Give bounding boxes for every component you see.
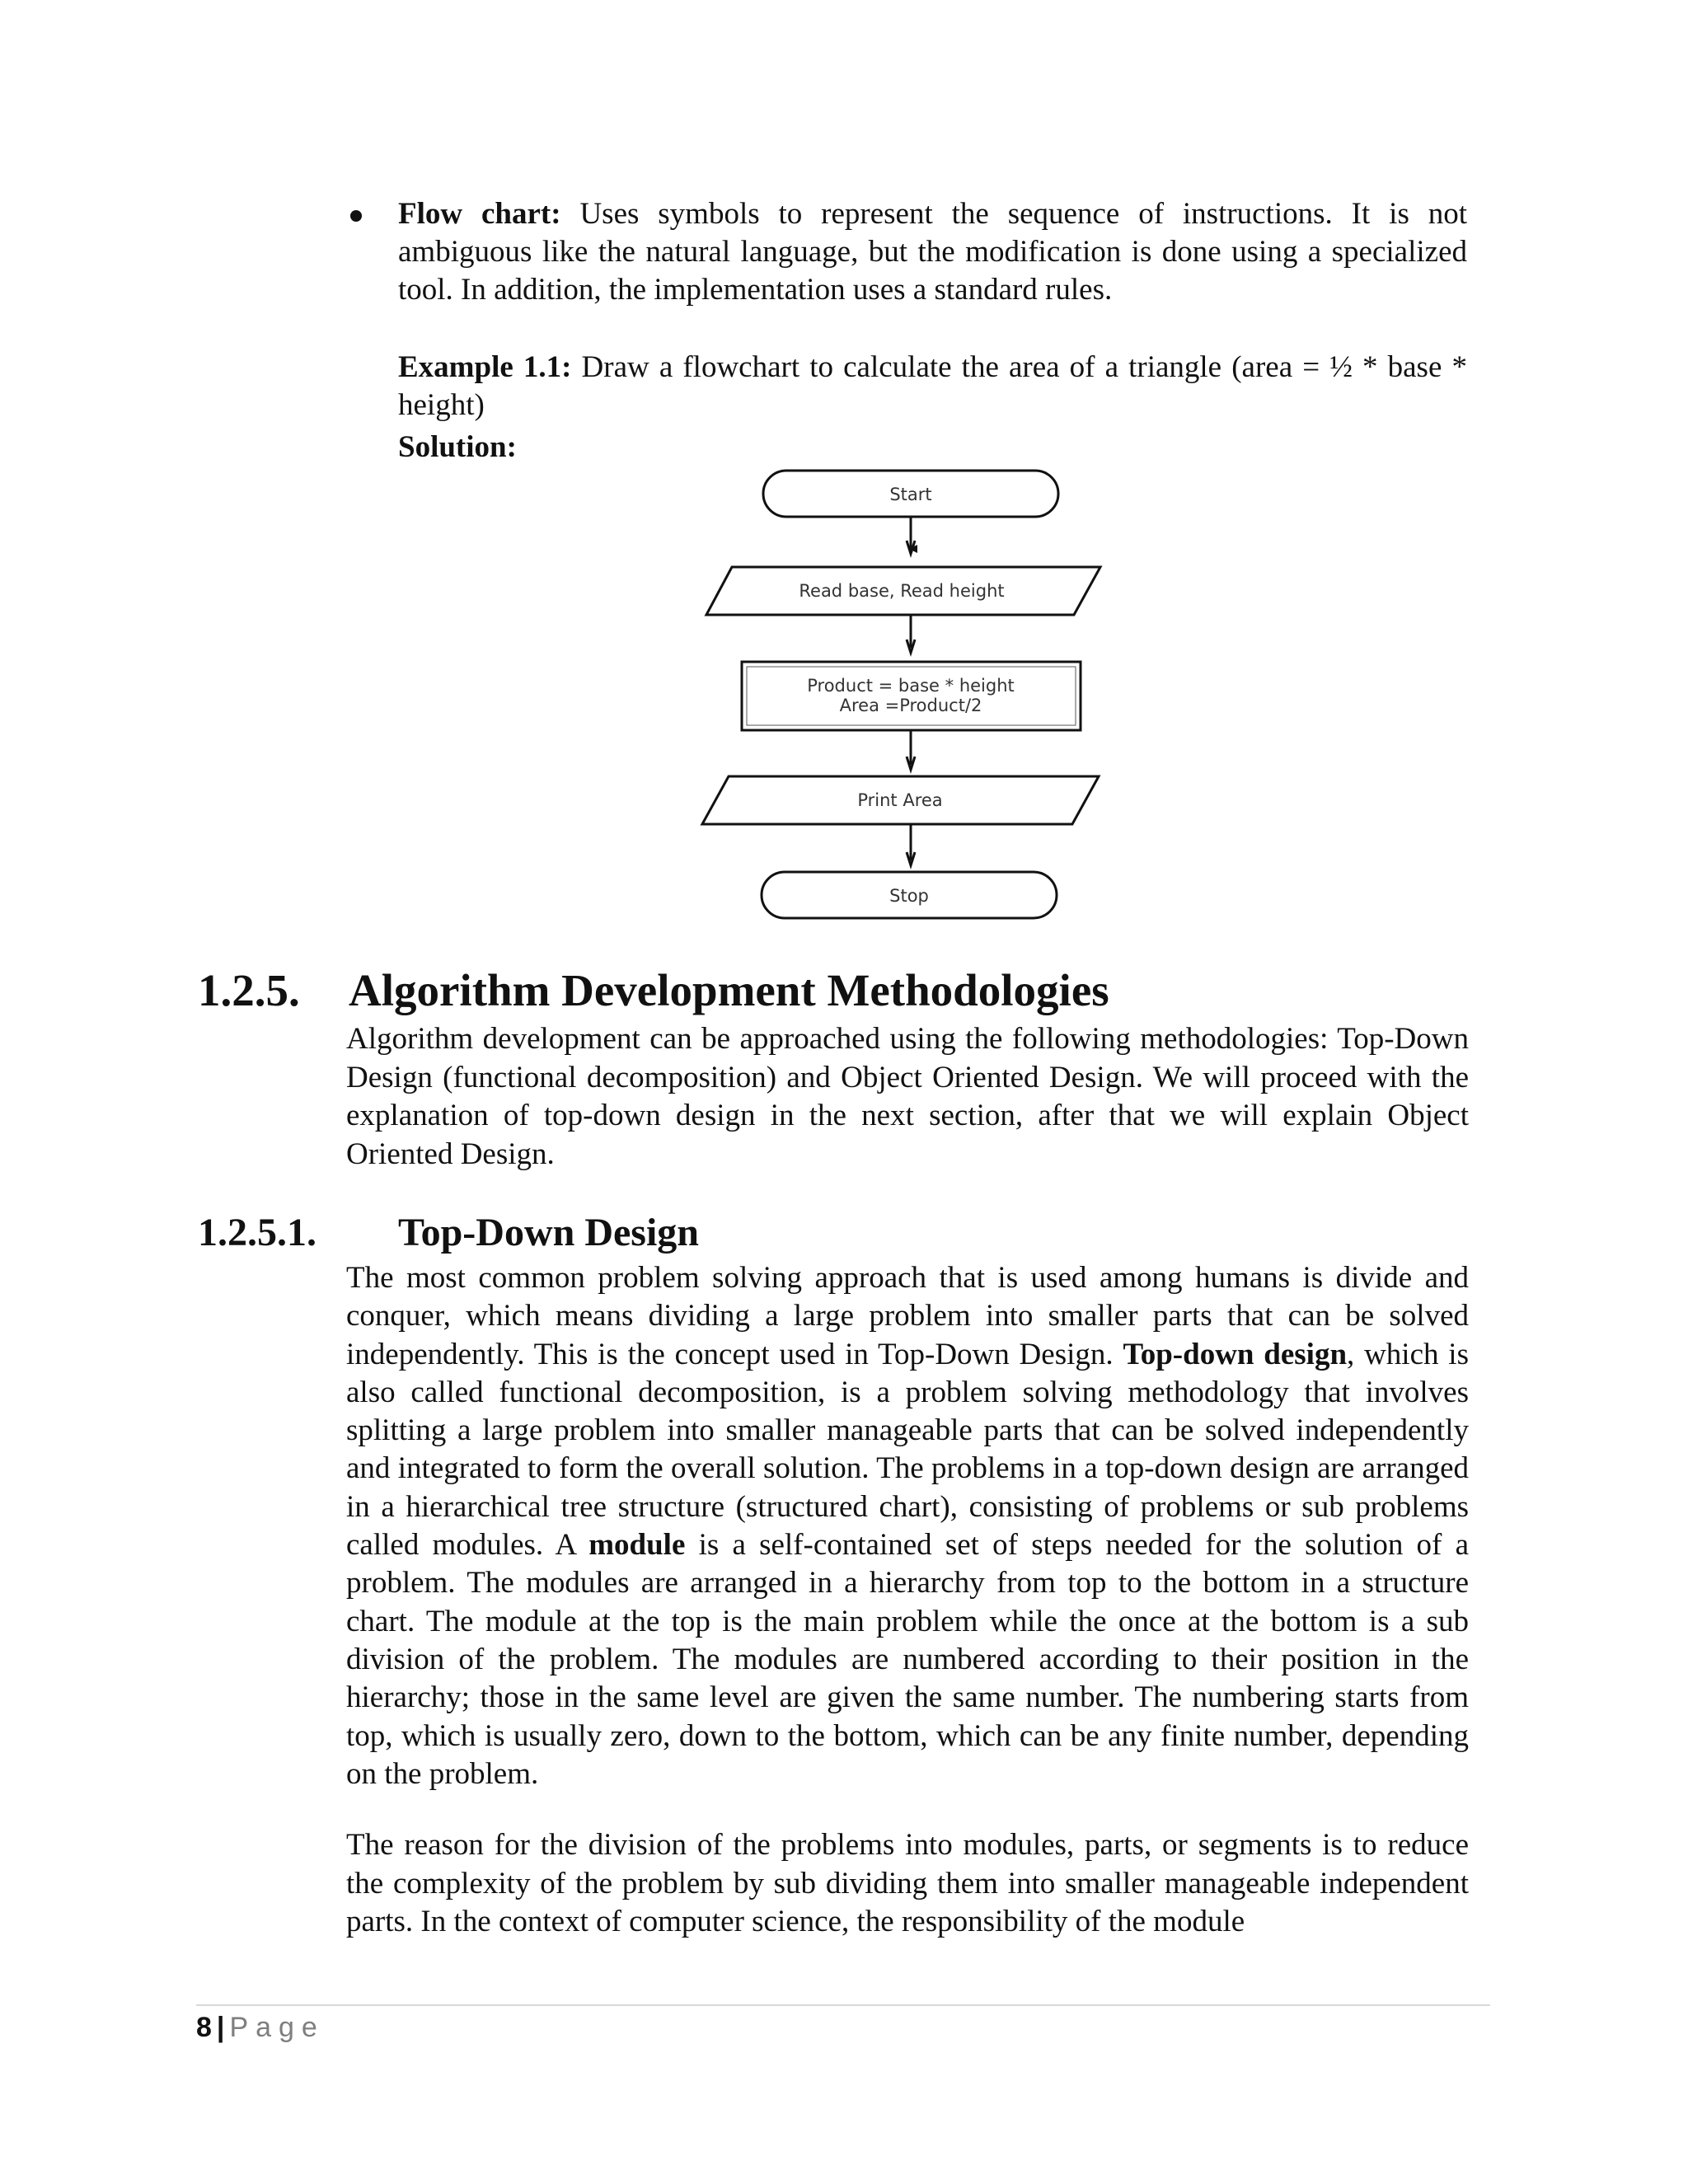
example-label: Example 1.1:	[398, 350, 572, 384]
page-label: Page	[229, 2012, 325, 2043]
bullet-term: Flow chart:	[398, 197, 561, 231]
process-line-1: Product = base * height	[807, 676, 1015, 696]
triangle-area-flowchart	[684, 462, 1170, 935]
top-down-paragraph	[346, 1259, 1469, 1793]
subsection-title: Top-Down Design	[398, 1211, 699, 1254]
page-footer	[196, 2011, 325, 2044]
footer-divider	[196, 2004, 1490, 2006]
bullet-description: Uses symbols to represent the sequence of instructions. It is not ambiguous like the natural language, but the modification is done using a specialized tool. In addition, the implementation uses a standard rules.	[398, 197, 1468, 307]
start-label: Start	[889, 485, 932, 504]
solution-label: Solution:	[398, 430, 517, 464]
example-text: Draw a flowchart to calculate the area of a triangle (area = ½ * base * height)	[398, 350, 1467, 422]
division-reason-paragraph: The reason for the division of the problems into modules, parts, or segments is to reduce the complexity of the problem by sub dividing them into smaller manageable independent parts. In the context of computer science, the responsibility of the module	[346, 1828, 1469, 1938]
output-label: Print Area	[857, 790, 943, 810]
bullet-icon	[350, 210, 362, 222]
term-top-down-design: Top-down design	[1123, 1337, 1348, 1371]
paragraph-part-a: The most common problem solving approach that is used among humans is divide and conquer, which means dividing a large problem into smaller parts that can be solved independently. This is the concept used in Top-Down Design.	[346, 1261, 1469, 1371]
term-module: module	[588, 1528, 686, 1563]
section-number: 1.2.5.	[198, 965, 300, 1015]
footer-separator: |	[216, 2012, 225, 2043]
section-title: Algorithm Development Methodologies	[349, 965, 1109, 1015]
flow-chart-bullet	[398, 195, 1467, 309]
section-paragraph: Algorithm development can be approached using the following methodologies: Top-Down Design (functional decomposition) and Object Oriented Design. We will proceed with the explanation of top-down design in the next section, after that we will explain Object Oriented Design.	[346, 1022, 1469, 1171]
section-heading	[198, 964, 1109, 1017]
stop-label: Stop	[889, 886, 929, 906]
subsection-number: 1.2.5.1.	[198, 1211, 316, 1254]
paragraph-part-c: is a self-contained set of steps needed for the solution of a problem. The modules are arranged in a hierarchy from top to the bottom in a structure chart. The module at the top is the main problem while the once at the bottom is a sub division of the problem. The modules are numbered according to their position in the hierarchy; those in the same level are given the same number. The numbering starts from top, which is usually zero, down to the bottom, which can be any finite number, depending on the problem.	[346, 1528, 1469, 1791]
subsection-heading	[198, 1210, 699, 1256]
paragraph-part-b: , which is also called functional decomposition, is a problem solving methodology that involves splitting a large problem into smaller manageable parts that can be solved independently and integrated to form the overall solution. The problems in a top-down design are arranged in a hierarchical tree structure (structured chart), consisting of problems or sub problems called modules. A	[346, 1337, 1469, 1563]
input-label: Read base, Read height	[799, 581, 1005, 601]
example-statement	[398, 349, 1467, 424]
page-number: 8	[196, 2012, 212, 2043]
process-line-2: Area =Product/2	[839, 696, 982, 715]
